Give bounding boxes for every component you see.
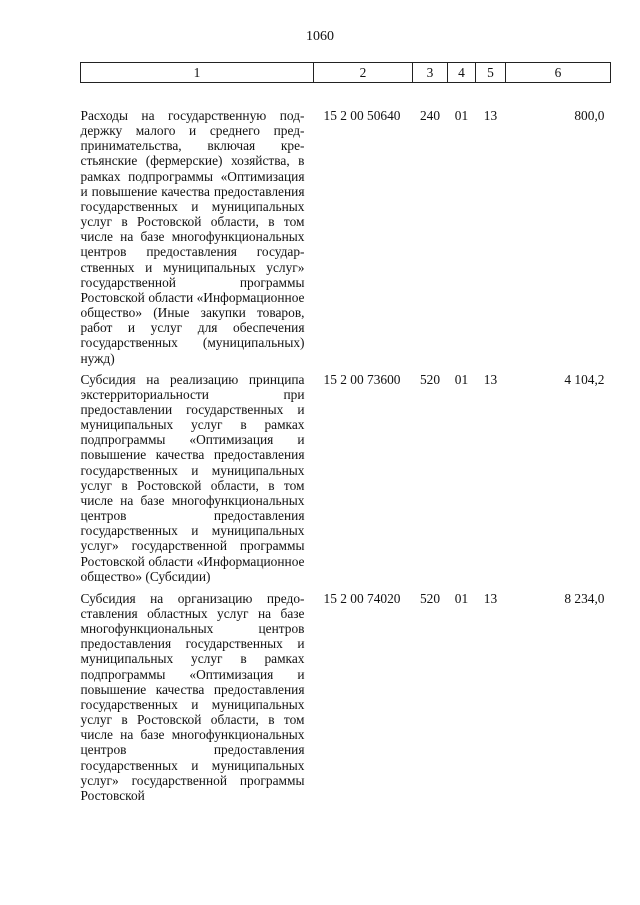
row-section: 01: [454, 108, 469, 123]
header-cell-1: 1: [81, 63, 314, 83]
row-description: Субсидия на организацию предоставления областных услуг на базе многофункциональных центров предоставления государственных и муниципальных услуг в рамках подпрограммы «Оптимизация и повышение качества предоставления государственных и муниципальных услуг в Ростовской области, в том числе на базе многофункциональных центров предоставления государственных и муниципальных услуг» государственной программы Ростовской: [80, 590, 305, 803]
header-cell-6: 6: [506, 63, 611, 83]
row-subsection: 13: [483, 371, 498, 387]
row-amount: 8 234,0: [564, 590, 605, 606]
table-header-row: [81, 63, 611, 83]
table-row: [81, 83, 611, 366]
row-section: 01: [454, 590, 469, 606]
table-row: [81, 584, 611, 803]
row-target-code: 15 2 00 73600: [323, 371, 401, 387]
row-amount: 800,0: [574, 108, 605, 123]
row-section: 01: [454, 371, 469, 387]
row-amount: 4 104,2: [564, 371, 605, 387]
page-number: 1060: [306, 29, 334, 44]
row-expense-type: 520: [419, 371, 441, 387]
row-subsection: 13: [483, 590, 498, 606]
table-row: [81, 366, 611, 584]
header-cell-4: 4: [448, 63, 476, 83]
header-cell-3: 3: [413, 63, 448, 83]
header-cell-2: 2: [314, 63, 413, 83]
row-description: Расходы на государственную поддержку малого и среднего предпринимательства, включая крестьянские (фермерские) хозяйства, в рамках подпрограммы «Оптимизация и повышение качества предоставления государственных и муниципальных услуг в Ростовской области, в том числе на базе многофункциональных центров предоставления государственных и муниципальных услуг» государственной программы Ростовской области «Информационное общество» (Иные закупки товаров, работ и услуг для обеспечения государственных (муниципальных) нужд): [80, 108, 305, 366]
row-target-code: 15 2 00 50640: [323, 108, 401, 123]
row-subsection: 13: [483, 108, 498, 123]
row-expense-type: 520: [419, 590, 441, 606]
header-cell-5: 5: [476, 63, 506, 83]
row-target-code: 15 2 00 74020: [323, 590, 401, 606]
budget-table: [80, 62, 611, 803]
row-expense-type: 240: [419, 108, 441, 123]
row-description: Субсидия на реализацию принципа экстерриториальности при предоставлении государственных и муниципальных услуг в рамках подпрограммы «Оптимизация и повышение качества предоставления государственных и муниципальных услуг в Ростовской области, в том числе на базе многофункциональных центров предоставления государственных и муниципальных услуг» государственной программы Ростовской области «Информационное общество» (Субсидии): [80, 371, 305, 584]
